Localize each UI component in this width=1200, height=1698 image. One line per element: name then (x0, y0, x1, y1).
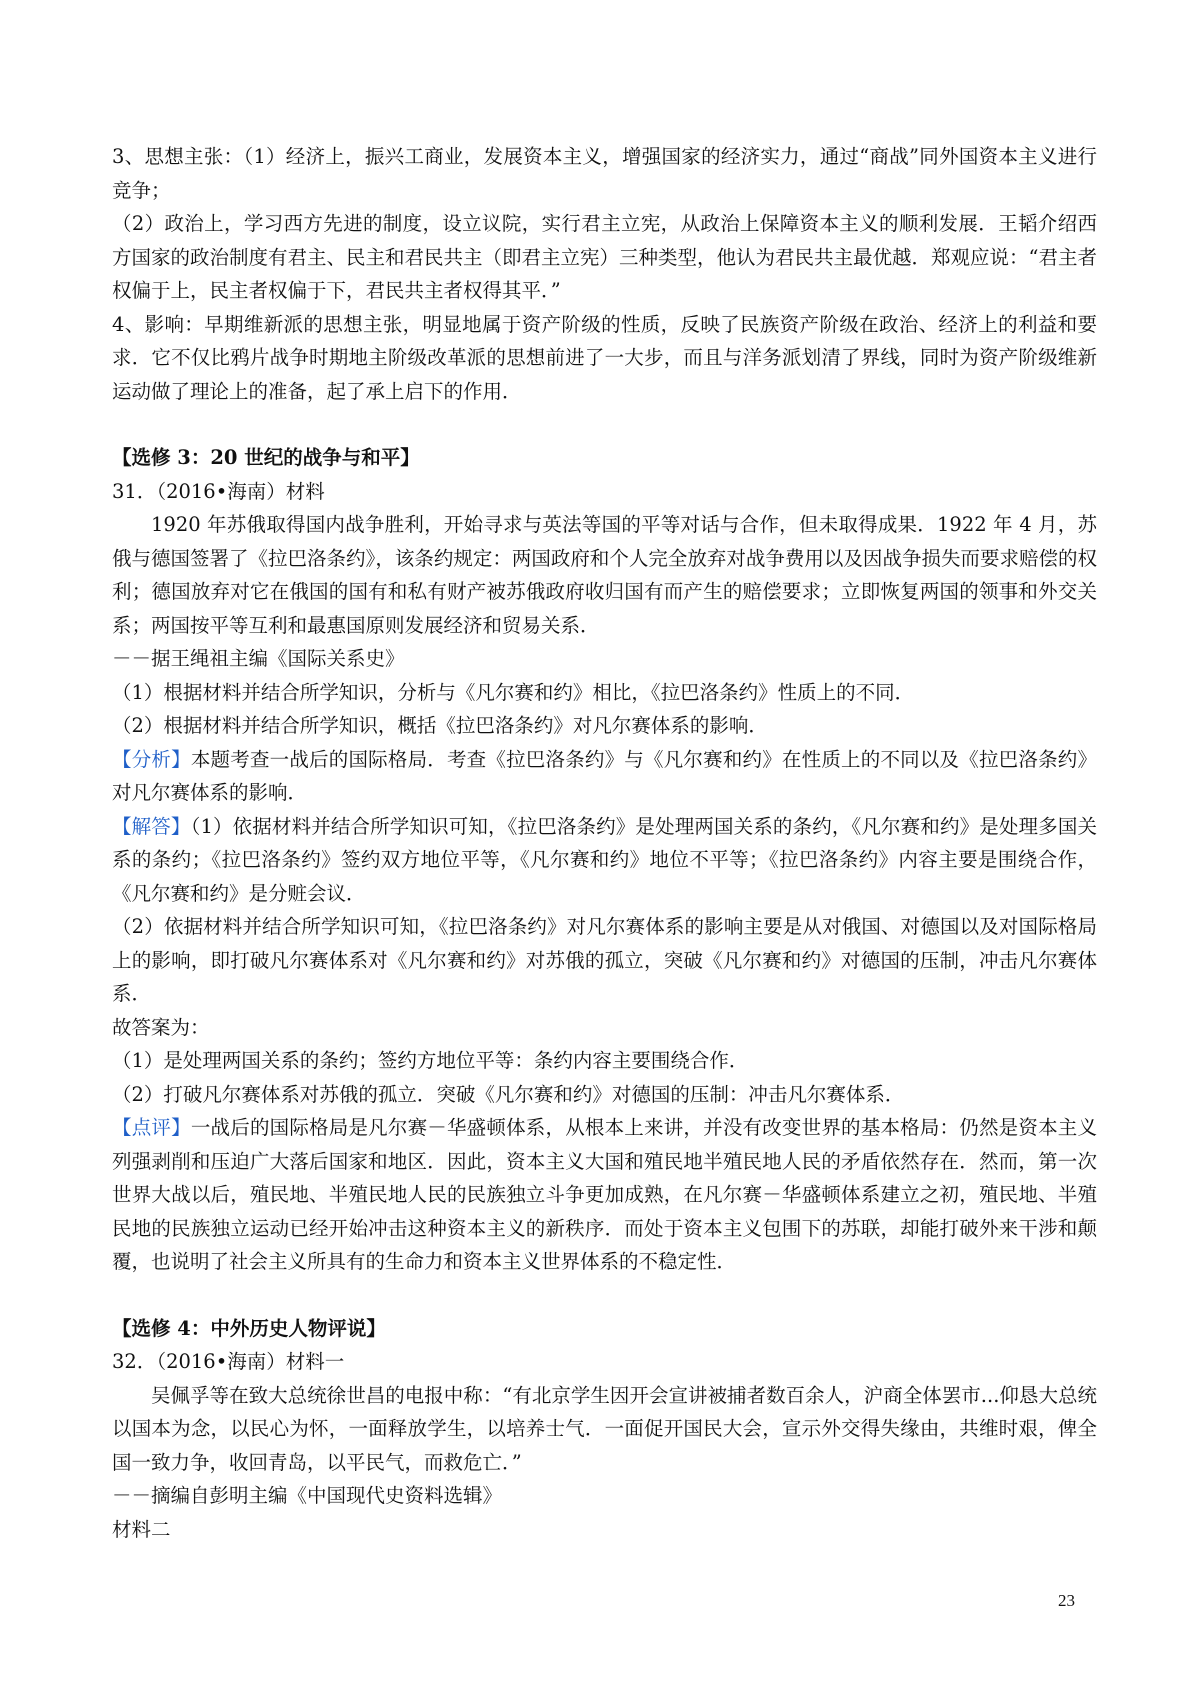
final-answer-2: （2）打破凡尔赛体系对苏俄的孤立．突破《凡尔赛和约》对德国的压制：冲击凡尔赛体系． (112, 1082, 905, 1106)
question32-title: 32．（2016•海南）材料一 (112, 1350, 345, 1373)
section-gap (112, 1279, 1097, 1312)
answer-text-2: （2）依据材料并结合所学知识可知，《拉巴洛条约》对凡尔赛体系的影响主要是从对俄国、对德国以及对国际格局上的影响，即打破凡尔赛体系对《凡尔赛和约》对苏俄的孤立，突破《凡尔赛和约》对德国的压制，冲击凡尔赛体系． (112, 915, 1097, 1005)
question31-sub1: （1）根据材料并结合所学知识，分析与《凡尔赛和约》相比，《拉巴洛条约》性质上的不同． (112, 680, 915, 704)
analysis-tag: 【分析】 (112, 747, 191, 771)
paragraph-thought-claims: 3、思想主张：（1）经济上，振兴工商业，发展资本主义，增强国家的经济实力，通过“商战”同外国资本主义进行竞争； (112, 145, 1097, 202)
comment-tag: 【点评】 (112, 1116, 191, 1139)
question32-material2-label: 材料二 (112, 1517, 171, 1541)
answer-tag: 【解答】 (112, 814, 191, 838)
question31-sub2: （2）根据材料并结合所学知识，概括《拉巴洛条约》对凡尔赛体系的影响． (112, 714, 768, 737)
comment-paragraph (112, 1111, 1097, 1279)
paragraph-influence: 4、影响：早期维新派的思想主张，明显地属于资产阶级的性质，反映了民族资产阶级在政治、经济上的利益和要求．它不仅比鸦片战争时期地主阶级改革派的思想前进了一大步，而且与洋务派划清了界线，同时为资产阶级维新运动做了理论上的准备，起了承上启下的作用． (112, 312, 1097, 403)
final-answer-label: 故答案为： (112, 1015, 210, 1039)
section3-heading: 【选修 3：20 世纪的战争与和平】 (112, 446, 420, 469)
question31-source: －－据王绳祖主编《国际关系史》 (112, 647, 405, 670)
comment-text: 一战后的国际格局是凡尔赛－华盛顿体系，从根本上来讲，并没有改变世界的基本格局：仍然是资本主义列强剥削和压迫广大落后国家和地区．因此，资本主义大国和殖民地半殖民地人民的矛盾依然存在．然而，第一次世界大战以后，殖民地、半殖民地人民的民族独立斗争更加成熟，在凡尔赛－华盛顿体系建立之初，殖民地、半殖民地的民族独立运动已经开始冲击这种资本主义的新秩序．而处于资本主义包围下的苏联，却能打破外来干涉和颠覆，也说明了社会主义所具有的生命力和资本主义世界体系的不稳定性． (112, 1116, 1097, 1273)
question31-material: 1920 年苏俄取得国内战争胜利，开始寻求与英法等国的平等对话与合作，但未取得成果．1922 年 4 月，苏俄与德国签署了《拉巴洛条约》，该条约规定：两国政府和个人完全放弃对战争费用以及因战争损失而要求赔偿的权利；德国放弃对它在俄国的国有和私有财产被苏俄政府收归国有而产生的赔偿要求；立即恢复两国的领事和外交关系；两国按平等互利和最惠国原则发展经济和贸易关系． (112, 513, 1097, 637)
analysis-paragraph (112, 743, 1097, 810)
analysis-text: 本题考查一战后的国际格局．考查《拉巴洛条约》与《凡尔赛和约》在性质上的不同以及《拉巴洛条约》对凡尔赛体系的影响． (112, 747, 1097, 804)
answer-paragraph (112, 810, 1097, 911)
section-gap (112, 408, 1097, 441)
question32-source: －－摘编自彭明主编《中国现代史资料选辑》 (112, 1484, 503, 1507)
final-answer-1: （1）是处理两国关系的条约；签约方地位平等：条约内容主要围绕合作． (112, 1049, 749, 1072)
question31-title: 31．（2016•海南）材料 (112, 479, 325, 503)
section4-heading: 【选修 4：中外历史人物评说】 (112, 1316, 386, 1340)
page-content (112, 140, 1097, 1546)
answer-text-1: （1）依据材料并结合所学知识可知，《拉巴洛条约》是处理两国关系的条约，《凡尔赛和约》是处理多国关系的条约；《拉巴洛条约》签约双方地位平等，《凡尔赛和约》地位不平等；《拉巴洛条约》内容主要是围绕合作，《凡尔赛和约》是分赃会议． (112, 814, 1097, 905)
question32-material: 吴佩孚等在致大总统徐世昌的电报中称：“有北京学生因开会宣讲被捕者数百余人，沪商全体罢市...仰恳大总统以国本为念，以民心为怀，一面释放学生，以培养士气．一面促开国民大会，宣示外交得失缘由，共维时艰，俾全国一致力争，收回青岛，以平民气，而救危亡．” (112, 1383, 1097, 1474)
page-number: 23 (1058, 1591, 1075, 1610)
paragraph-politics: （2）政治上，学习西方先进的制度，设立议院，实行君主立宪，从政治上保障资本主义的顺利发展．王韬介绍西方国家的政治制度有君主、民主和君民共主（即君主立宪）三种类型，他认为君民共主最优越．郑观应说：“君主者权偏于上，民主者权偏于下，君民共主者权得其平．” (112, 212, 1097, 302)
